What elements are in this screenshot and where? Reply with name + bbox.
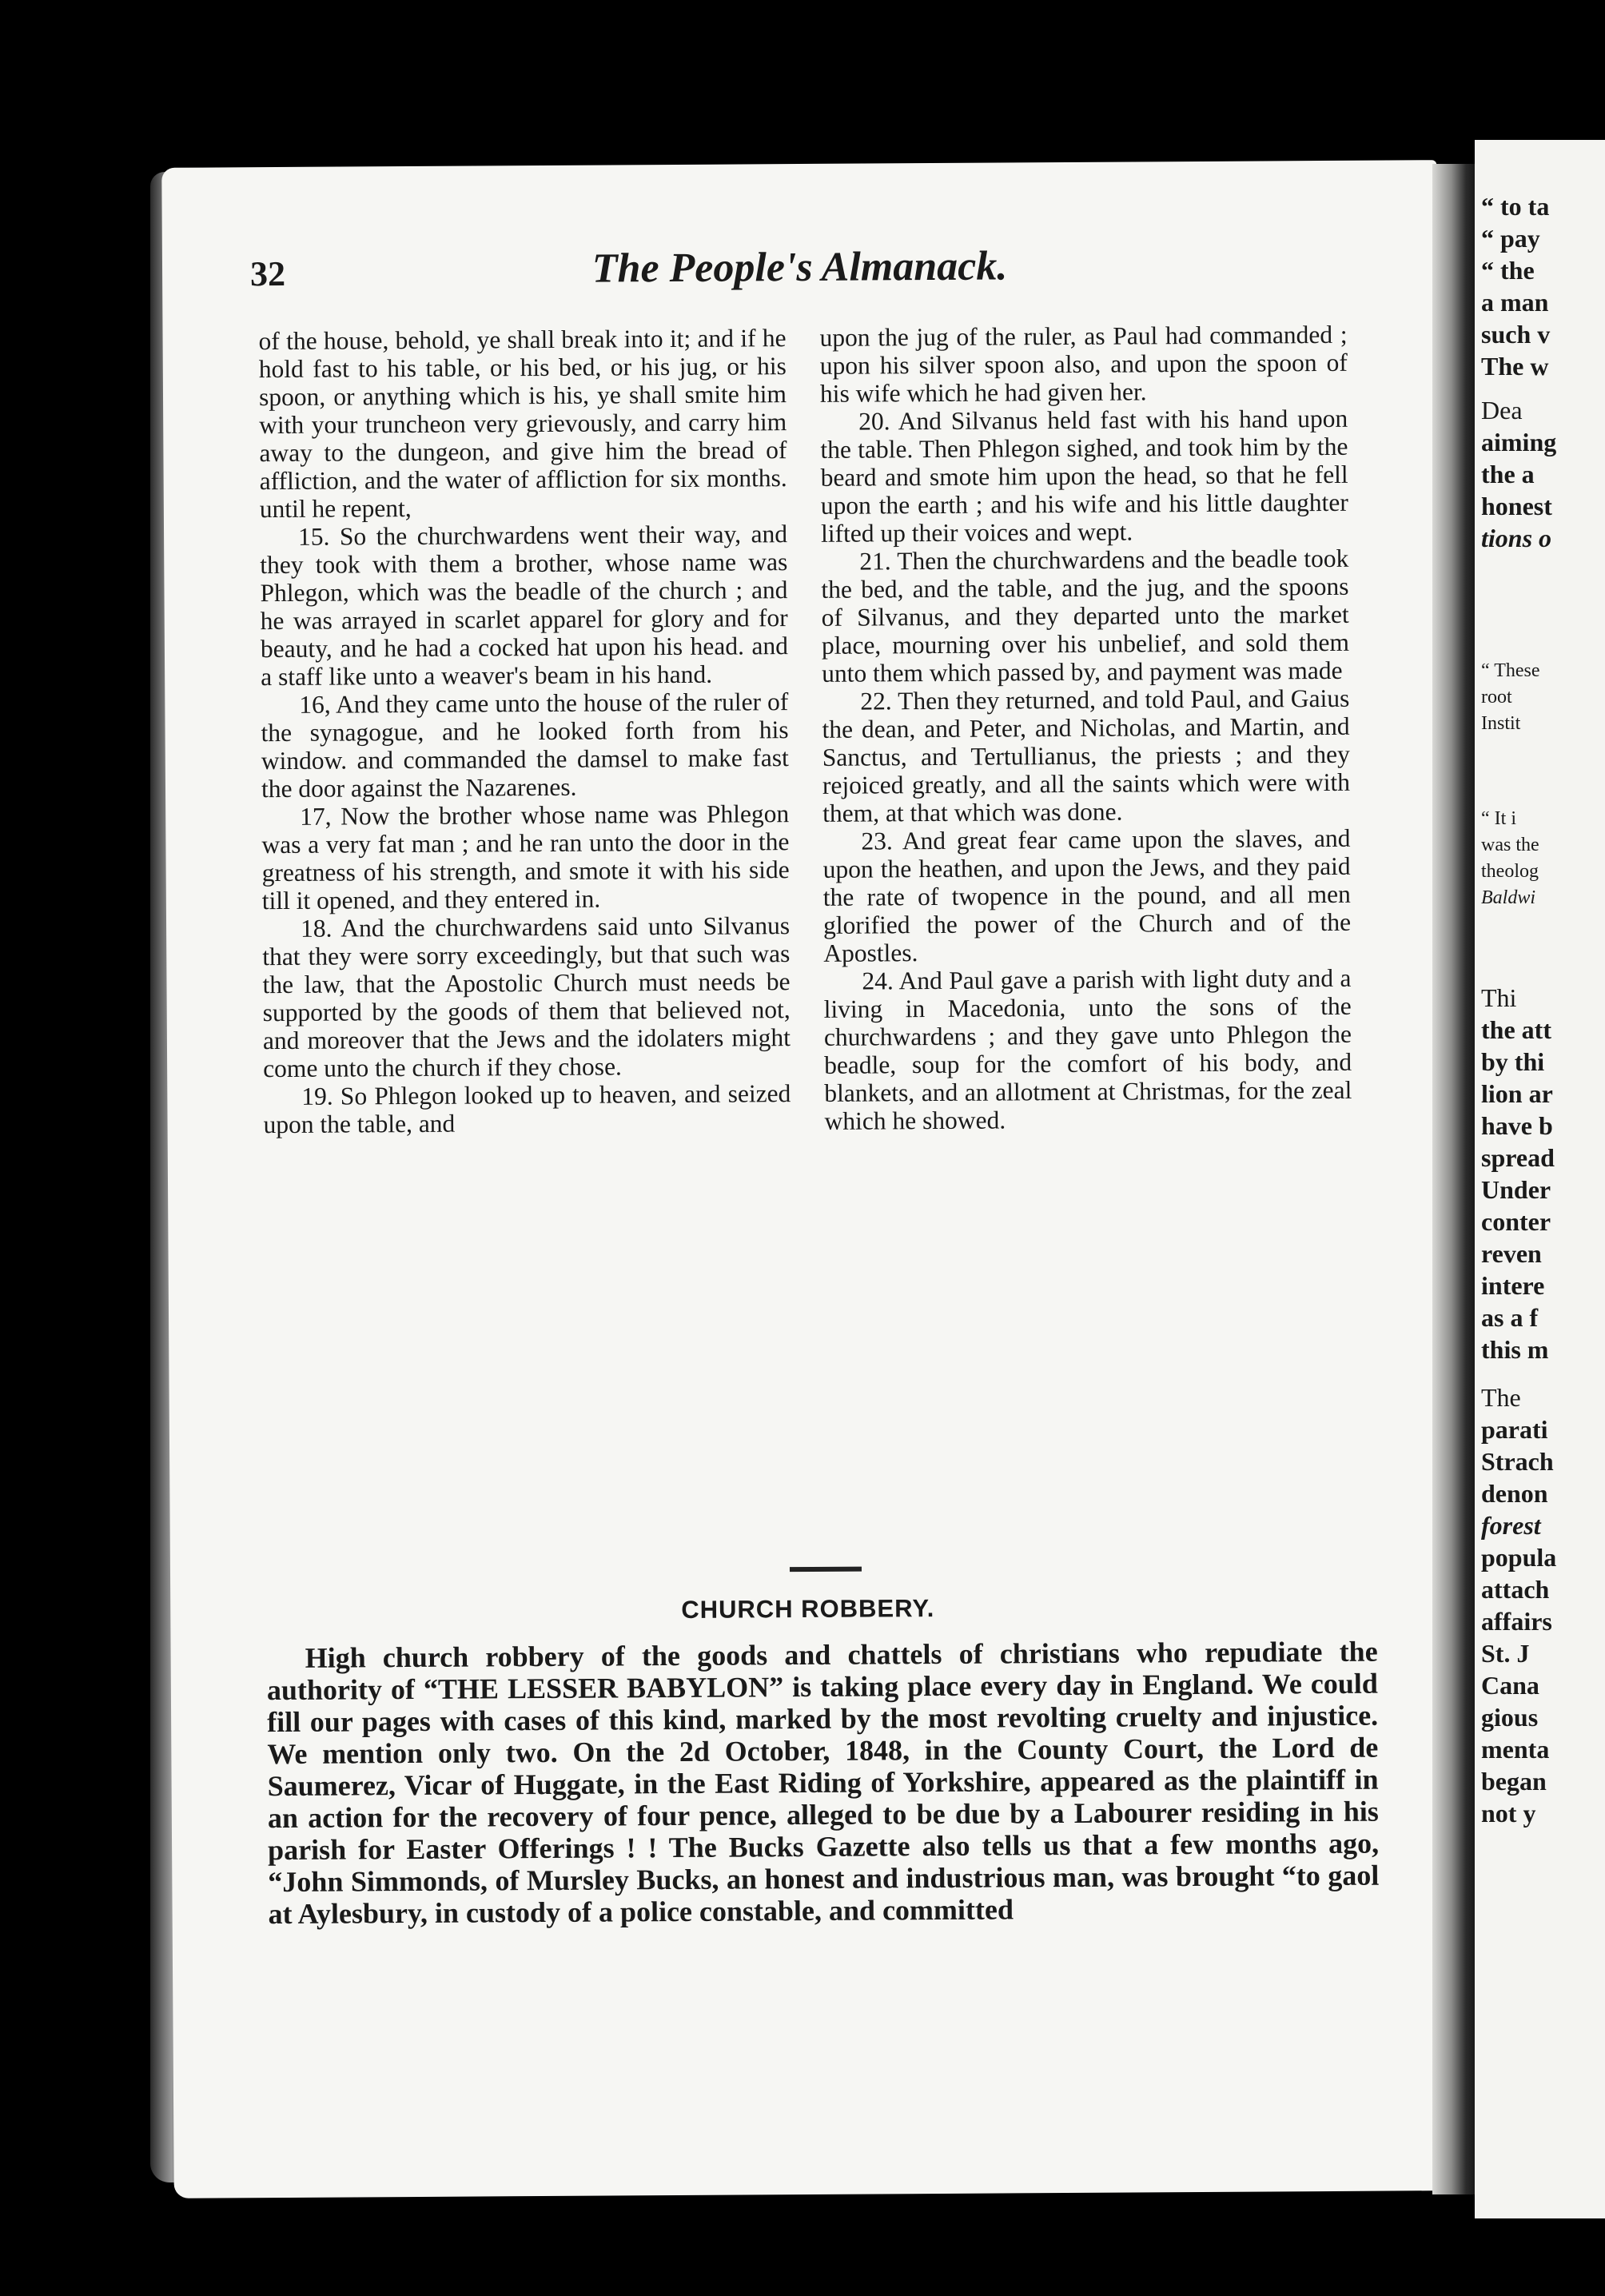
- left-page: [161, 160, 1448, 2198]
- facing-page-text-fragment: “ the: [1481, 256, 1535, 285]
- facing-page-text-fragment: Under: [1481, 1175, 1551, 1204]
- facing-page-text-fragment: Dea: [1481, 396, 1523, 425]
- facing-page-text-fragment: was the: [1481, 835, 1539, 855]
- facing-page-text-fragment: honest: [1481, 492, 1552, 520]
- facing-page-text-fragment: spread: [1481, 1143, 1555, 1172]
- facing-page-text-fragment: denon: [1481, 1479, 1548, 1508]
- facing-page-text-fragment: root: [1481, 687, 1512, 708]
- facing-page-text-fragment: not y: [1481, 1799, 1536, 1828]
- facing-page-text-fragment: the att: [1481, 1015, 1551, 1044]
- facing-page-text-fragment: reven: [1481, 1239, 1542, 1268]
- verse-paragraph: 18. And the churchwardens said unto Silvanus that they were sorry exceedingly, but that such was the law, that the Apostolic Church must needs be supported by the goods of them that believed not, and moreover that the Jews and the idolaters might come unto the church if they chose.: [262, 911, 791, 1083]
- facing-page-text-fragment: Strach: [1481, 1447, 1554, 1476]
- facing-page-text-fragment: such v: [1481, 320, 1551, 349]
- facing-page-text-fragment: affairs: [1481, 1607, 1552, 1636]
- verse-paragraph: 17, Now the brother whose name was Phlegon was a very fat man ; and he ran unto the door in the greatness of his strength, and smote it with his side till it opened, and they entered in.: [261, 799, 790, 915]
- continued-paragraph: of the house, behold, ye shall break into it; and if he hold fast to his table, or his bed, or his jug, or his spoon, or anything which is his, ye shall smite him with your truncheon very grievously, and carry him away to the dungeon, and give him the bread of affliction, and the water of affliction for six months. until he repent,: [258, 324, 787, 524]
- facing-page-text-fragment: lion ar: [1481, 1079, 1553, 1108]
- continued-paragraph: upon the jug of the ruler, as Paul had commanded ; upon his silver spoon also, and upon the spoon of his wife which he had given her.: [819, 320, 1348, 408]
- verse-paragraph: 19. So Phlegon looked up to heaven, and seized upon the table, and: [263, 1079, 791, 1139]
- facing-page-text-fragment: St. J: [1481, 1639, 1530, 1668]
- facing-page-text-fragment: Thi: [1481, 983, 1517, 1012]
- facing-page-text-fragment: conter: [1481, 1207, 1551, 1236]
- facing-page-text-fragment: by thi: [1481, 1047, 1545, 1076]
- facing-page: [1475, 140, 1605, 2218]
- facing-page-text-fragment: began: [1481, 1767, 1547, 1796]
- facing-page-text-fragment: the a: [1481, 460, 1535, 488]
- verse-paragraph: 15. So the churchwardens went their way, and they took with them a brother, whose name was Phlegon, which was the beadle of the church ; and he was arrayed in scarlet apparel for glory and for beauty, and he had a cocked hat upon his head. and a staff like unto a weaver's beam in his hand.: [260, 520, 789, 692]
- verse-paragraph: 24. And Paul gave a parish with light duty and a living in Macedonia, unto the sons of the churchwardens ; and they gave unto Phlegon the beadle, soup for the comfort of his body, and blankets, and an allotment at Christmas, for the zeal which he showed.: [823, 963, 1352, 1135]
- facing-page-text-fragment: “ pay: [1481, 224, 1540, 253]
- section-divider-rule: [790, 1567, 862, 1573]
- section-body: [267, 1636, 1380, 1930]
- running-title: The People's Almanack.: [591, 243, 1008, 292]
- facing-page-text-fragment: popula: [1481, 1543, 1557, 1572]
- verse-paragraph: 16, And they came unto the house of the ruler of the synagogue, and he looked forth from his window. and commanded the damsel to make fast the door against the Nazarenes.: [261, 688, 789, 803]
- left-column: [258, 324, 791, 1138]
- facing-page-text-fragment: aiming: [1481, 428, 1557, 456]
- facing-page-text-fragment: “ It i: [1481, 808, 1516, 829]
- facing-page-text-fragment: tions o: [1481, 524, 1552, 552]
- facing-page-text-fragment: attach: [1481, 1575, 1550, 1604]
- facing-page-text-fragment: The: [1481, 1383, 1521, 1412]
- facing-page-text-fragment: The w: [1481, 352, 1549, 381]
- facing-page-text-fragment: theolog: [1481, 861, 1539, 882]
- facing-page-text-fragment: have b: [1481, 1111, 1553, 1140]
- verse-paragraph: 21. Then the churchwardens and the beadle took the bed, and the table, and the jug, and the spoons of Silvanus, and they departed unto the market place, mourning over his unbelief, and sold them unto them which passed by, and payment was made: [821, 544, 1350, 688]
- facing-page-text-fragment: gious: [1481, 1703, 1539, 1732]
- section-paragraph: High church robbery of the goods and chattels of christians who repudiate the authority of “THE LESSER BABYLON” is taking place every day in England. We could fill our pages with cases of this kind, marked by the most revolting cruelty and injustice. We mention only two. On the 2d October, 1848, in the County Court, the Lord de Saumerez, Vicar of Huggate, in the East Riding of Yorkshire, appeared as the plaintiff in an action for the recovery of four pence, alleged to be due by a Labourer residing in his parish for Easter Offerings ! ! The Bucks Gazette also tells us that a few months ago, “John Simmonds, of Mursley Bucks, an honest and industrious man, was brought “to gaol at Aylesbury, in custody of a police constable, and committed: [266, 1635, 1380, 1931]
- page-number: 32: [249, 253, 286, 294]
- book-gutter: [1432, 164, 1480, 2194]
- facing-page-text-fragment: forest: [1481, 1511, 1541, 1540]
- verse-paragraph: 20. And Silvanus held fast with his hand upon the table. Then Phlegon sighed, and took him by the beard and smote him upon the head, so that he fell upon the earth ; and his wife and his little daughter lifted up their voices and wept.: [820, 404, 1348, 548]
- right-column: [819, 321, 1352, 1135]
- verse-paragraph: 22. Then they returned, and told Paul, and Gaius the dean, and Peter, and Nicholas, and Martin, and Sanctus, and Tertullianus, the priests ; and they rejoiced greatly, and all the saints which were with them, at that which was done.: [822, 684, 1351, 827]
- facing-page-text-fragment: “ to ta: [1481, 192, 1550, 221]
- facing-page-text-fragment: Baldwi: [1481, 887, 1536, 908]
- verse-paragraph: 23. And great fear came upon the slaves, and upon the heathen, and upon the Jews, and they paid the rate of twopence in the pound, and all men glorified the power of the Church and of the Apostles.: [822, 823, 1352, 967]
- facing-page-text-fragment: Cana: [1481, 1671, 1539, 1700]
- facing-page-text-fragment: intere: [1481, 1271, 1545, 1300]
- page-header: [162, 240, 1437, 304]
- facing-page-text-fragment: this m: [1481, 1335, 1549, 1364]
- section-title: CHURCH ROBBERY.: [681, 1594, 935, 1624]
- facing-page-text-fragment: a man: [1481, 288, 1549, 317]
- facing-page-text-fragment: menta: [1481, 1735, 1550, 1764]
- facing-page-text-fragment: Instit: [1481, 713, 1521, 734]
- facing-page-text-fragment: parati: [1481, 1415, 1548, 1444]
- facing-page-text-fragment: “ These: [1481, 660, 1540, 681]
- facing-page-text-fragment: as a f: [1481, 1303, 1539, 1332]
